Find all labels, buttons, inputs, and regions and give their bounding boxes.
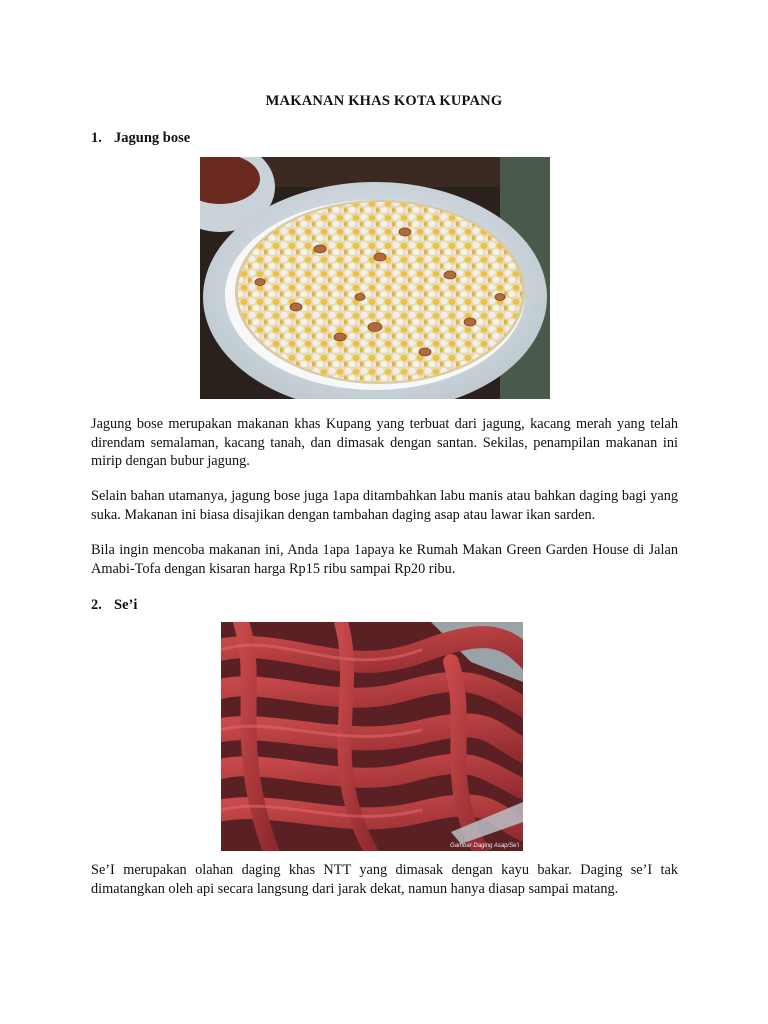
jagung-bose-photo xyxy=(200,157,550,399)
jagung-bose-image xyxy=(200,157,550,399)
section-number: 2. xyxy=(91,597,102,613)
section-number: 1. xyxy=(91,130,102,146)
sei-photo xyxy=(221,622,523,851)
sei-image xyxy=(221,622,523,851)
paragraph: Jagung bose merupakan makanan khas Kupang yang terbuat dari jagung, kacang merah yang telah direndam semalaman, kacang tanah, dan dimasak dengan santan. Sekilas, penampilan makanan ini mirip dengan bubur jagung. xyxy=(91,416,678,469)
paragraph: Se’I merupakan olahan daging khas NTT yang dimasak dengan kayu bakar. Daging se’I tak dimatangkan oleh api secara langsung dari jarak dekat, namun hanya diasap sampai matang. xyxy=(91,862,678,897)
section-title: Se’i xyxy=(114,597,138,613)
paragraph: Bila ingin mencoba makanan ini, Anda 1apa 1apaya ke Rumah Makan Green Garden House di Jalan Amabi-Tofa dengan kisaran harga Rp15 ribu sampai Rp20 ribu. xyxy=(91,542,678,577)
section-heading-sei xyxy=(91,597,137,614)
image-caption: Gambar Daging Asap/Se'i xyxy=(450,843,519,849)
page-title: MAKANAN KHAS KOTA KUPANG xyxy=(265,93,503,109)
section-title: Jagung bose xyxy=(114,130,191,146)
paragraph: Selain bahan utamanya, jagung bose juga 1apa ditambahkan labu manis atau bahkan daging bagi yang suka. Makanan ini biasa disajikan dengan tambahan daging asap atau lawar ikan sarden. xyxy=(91,488,678,523)
section-heading-jagung-bose xyxy=(91,130,190,147)
